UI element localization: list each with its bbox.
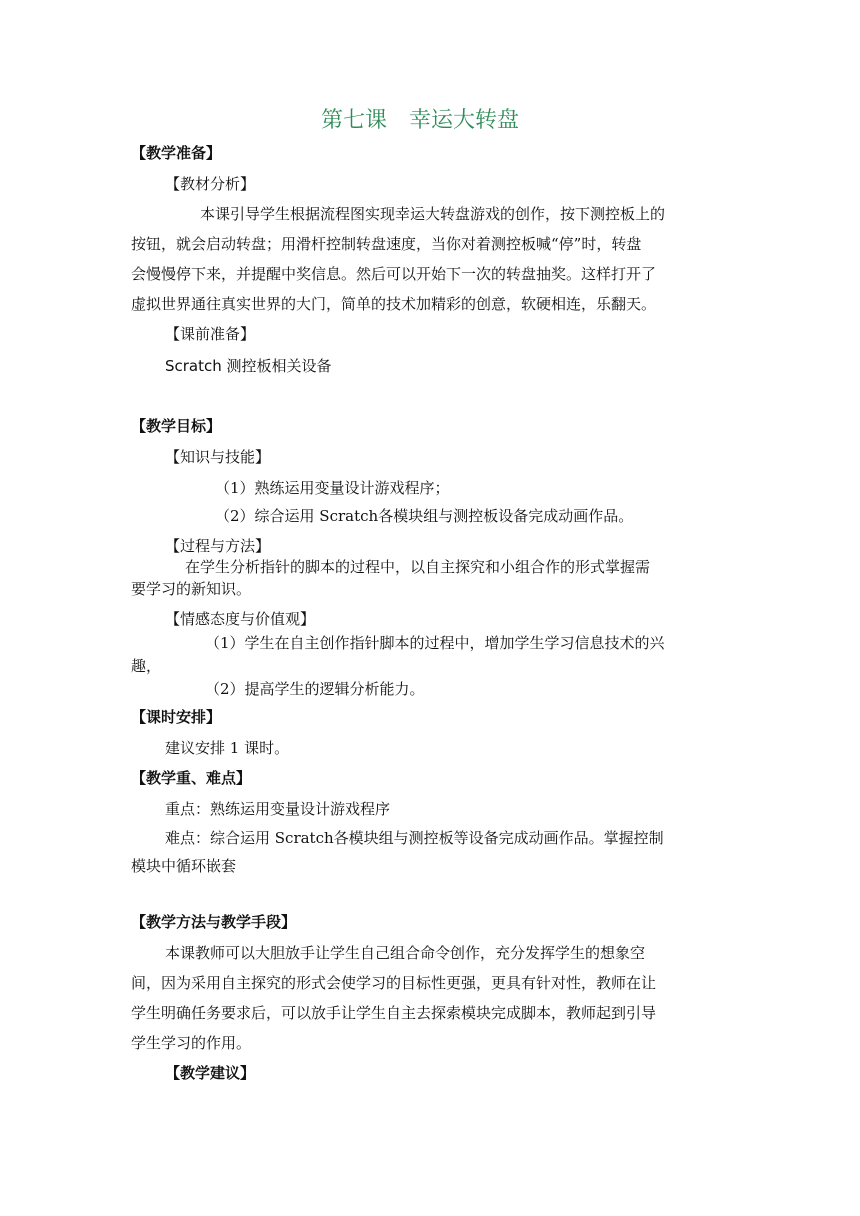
emotion-line-1: （1）学生在自主创作指针脚本的过程中，增加学生学习信息技术的兴 (205, 634, 665, 652)
subheading-process-methods: 【过程与方法】 (165, 537, 271, 555)
subheading-emotion-values: 【情感态度与价值观】 (165, 610, 316, 628)
subheading-knowledge-skills: 【知识与技能】 (165, 448, 271, 466)
heading-teaching-methods: 【教学方法与教学手段】 (131, 913, 297, 931)
heading-teaching-prep: 【教学准备】 (131, 144, 222, 162)
process-line-1: 在学生分析指针的脚本的过程中，以自主探究和小组合作的形式掌握需 (185, 558, 651, 576)
subheading-material-analysis: 【教材分析】 (165, 175, 256, 193)
heading-key-difficult-points: 【教学重、难点】 (131, 769, 252, 787)
methods-line-4: 学生学习的作用。 (131, 1034, 252, 1052)
methods-line-3: 学生明确任务要求后，可以放手让学生自主去探索模块完成脚本，教师起到引导 (131, 1004, 657, 1022)
knowledge-item-2: （2）综合运用 Scratch各模块组与测控板设备完成动画作品。 (215, 507, 634, 525)
key-point-text: 重点：熟练运用变量设计游戏程序 (165, 800, 391, 818)
schedule-text: 建议安排 1 课时。 (165, 739, 290, 757)
pre-class-text: Scratch 测控板相关设备 (165, 357, 332, 375)
difficult-point-line-2: 模块中循环嵌套 (131, 857, 237, 875)
methods-line-2: 间，因为采用自主探究的形式会使学习的目标性更强，更具有针对性，教师在让 (131, 974, 657, 992)
process-line-2: 要学习的新知识。 (131, 580, 252, 598)
material-line-1: 本课引导学生根据流程图实现幸运大转盘游戏的创作，按下测控板上的 (200, 205, 666, 223)
knowledge-item-1: （1）熟练运用变量设计游戏程序； (215, 479, 450, 497)
lesson-title: 第七课 幸运大转盘 (320, 108, 519, 133)
difficult-point-line-1: 难点：综合运用 Scratch各模块组与测控板等设备完成动画作品。掌握控制 (165, 829, 664, 847)
methods-line-1: 本课教师可以大胆放手让学生自己组合命令创作，充分发挥学生的想象空 (165, 944, 646, 962)
material-line-4: 虚拟世界通往真实世界的大门，简单的技术加精彩的创意，软硬相连，乐翻天。 (131, 295, 657, 313)
material-line-3: 会慢慢停下来，并提醒中奖信息。然后可以开始下一次的转盘抽奖。这样打开了 (131, 265, 657, 283)
material-line-2: 按钮，就会启动转盘；用滑杆控制转盘速度，当你对着测控板喊“停”时，转盘 (131, 235, 642, 253)
heading-teaching-goals: 【教学目标】 (131, 417, 222, 435)
emotion-line-3: （2）提高学生的逻辑分析能力。 (205, 680, 425, 698)
heading-class-schedule: 【课时安排】 (131, 708, 222, 726)
subheading-teaching-suggestions: 【教学建议】 (165, 1064, 256, 1082)
emotion-line-2: 趣， (131, 657, 162, 675)
subheading-pre-class: 【课前准备】 (165, 325, 256, 343)
